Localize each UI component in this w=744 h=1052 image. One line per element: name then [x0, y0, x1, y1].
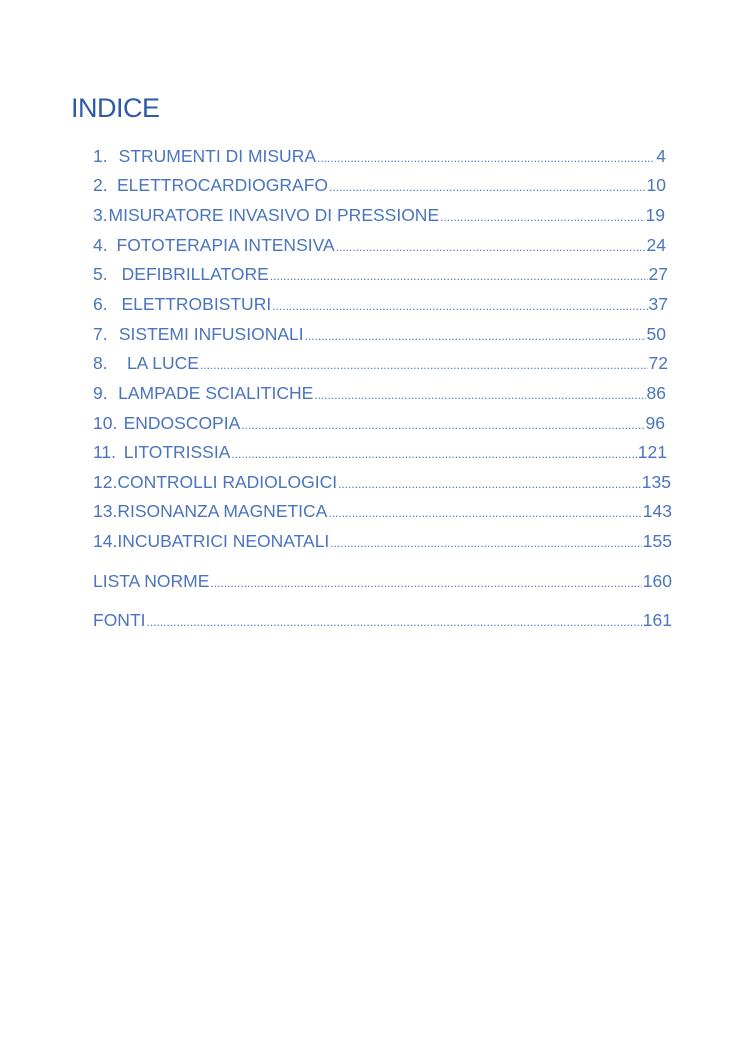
toc-entry-label: STRUMENTI DI MISURA	[118, 146, 317, 166]
toc-entry-11[interactable]	[93, 441, 667, 465]
toc-entry-10[interactable]	[93, 412, 665, 436]
toc-entry-page: 27	[648, 264, 668, 284]
toc-entry-label: CONTROLLI RADIOLOGICI	[117, 472, 338, 492]
toc-entry-label: DEFIBRILLATORE	[121, 264, 269, 284]
toc-entry-number: 1.	[93, 146, 108, 166]
toc-entry-number: 7.	[93, 324, 108, 344]
toc-entry-number: 6.	[93, 294, 108, 314]
toc-entry-number: 11.	[93, 442, 117, 462]
toc-entry-number: 13.	[93, 501, 118, 521]
toc-dot-leader	[200, 352, 648, 376]
toc-dot-leader	[329, 174, 646, 198]
toc-dot-leader	[210, 570, 641, 594]
toc-entry-label: LAMPADE SCIALITICHE	[118, 383, 314, 403]
toc-dot-leader	[305, 323, 646, 347]
toc-entry-7[interactable]	[93, 323, 666, 347]
toc-entry-page: 19	[645, 205, 665, 225]
toc-entry-number: 2.	[93, 175, 108, 195]
toc-entry-page: 135	[641, 472, 671, 492]
toc-dot-leader	[231, 441, 636, 465]
toc-entry-page: 4	[656, 146, 666, 166]
toc-entry-label: INCUBATRICI NEONATALI	[117, 531, 330, 551]
toc-dot-leader	[338, 471, 641, 495]
toc-entry-label: ELETTROBISTURI	[121, 294, 272, 314]
toc-entry-page: 143	[642, 501, 672, 521]
toc-entry-number: 10.	[93, 413, 118, 433]
toc-entry-label: FONTI	[93, 610, 146, 630]
toc-dot-leader	[270, 263, 648, 287]
toc-entry-label: SISTEMI INFUSIONALI	[118, 324, 304, 344]
toc-entry-label: ENDOSCOPIA	[123, 413, 241, 433]
toc-dot-leader	[241, 412, 644, 436]
page-title: INDICE	[71, 93, 160, 123]
toc-entry-1[interactable]	[93, 145, 666, 169]
toc-entry-12[interactable]	[93, 471, 671, 495]
toc-entry-label: LITOTRISSIA	[123, 442, 231, 462]
toc-entry-page: 86	[646, 383, 666, 403]
toc-dot-leader	[330, 530, 642, 554]
toc-entry-9[interactable]	[93, 382, 666, 406]
toc-dot-leader	[328, 500, 641, 524]
toc-entry-lista-norme[interactable]	[93, 570, 672, 594]
toc-entry-page: 155	[642, 531, 672, 551]
toc-dot-leader	[440, 204, 644, 228]
toc-entry-number: 14.	[93, 531, 118, 551]
toc-entry-8[interactable]	[93, 352, 668, 376]
toc-entry-label: RISONANZA MAGNETICA	[117, 501, 328, 521]
toc-entry-number: 5.	[93, 264, 108, 284]
toc-dot-leader	[314, 382, 645, 406]
toc-entry-5[interactable]	[93, 263, 668, 287]
toc-entry-fonti[interactable]	[93, 609, 672, 633]
toc-entry-number: 3.	[93, 205, 108, 225]
toc-entry-page: 50	[646, 324, 666, 344]
toc-entry-3[interactable]	[93, 204, 665, 228]
toc-entry-page: 37	[648, 294, 668, 314]
toc-entry-number: 9.	[93, 383, 108, 403]
toc-entry-2[interactable]	[93, 174, 666, 198]
toc-entry-number: 4.	[93, 235, 108, 255]
toc-entry-label: ELETTROCARDIOGRAFO	[117, 175, 328, 195]
toc-entry-label: LISTA NORME	[93, 571, 210, 591]
toc-entry-page: 161	[642, 610, 672, 630]
toc-entry-page: 24	[646, 235, 666, 255]
toc-entry-label: FOTOTERAPIA INTENSIVA	[116, 235, 335, 255]
toc-entry-page: 121	[637, 442, 667, 462]
toc-entry-13[interactable]	[93, 500, 672, 524]
toc-entry-page: 160	[642, 571, 672, 591]
toc-entry-number: 12.	[93, 472, 118, 492]
toc-dot-leader	[336, 234, 646, 258]
toc-dot-leader	[317, 145, 655, 169]
toc-entry-page: 10	[646, 175, 666, 195]
toc-entry-page: 96	[645, 413, 665, 433]
toc-entry-number: 8.	[93, 353, 108, 373]
toc-entry-page: 72	[648, 353, 668, 373]
toc-entry-6[interactable]	[93, 293, 668, 317]
toc-entry-label: MISURATORE INVASIVO DI PRESSIONE	[108, 205, 440, 225]
toc-dot-leader	[272, 293, 647, 317]
toc-dot-leader	[147, 609, 642, 633]
toc-entry-label: LA LUCE	[126, 353, 199, 373]
toc-entry-4[interactable]	[93, 234, 666, 258]
toc-entry-14[interactable]	[93, 530, 672, 554]
